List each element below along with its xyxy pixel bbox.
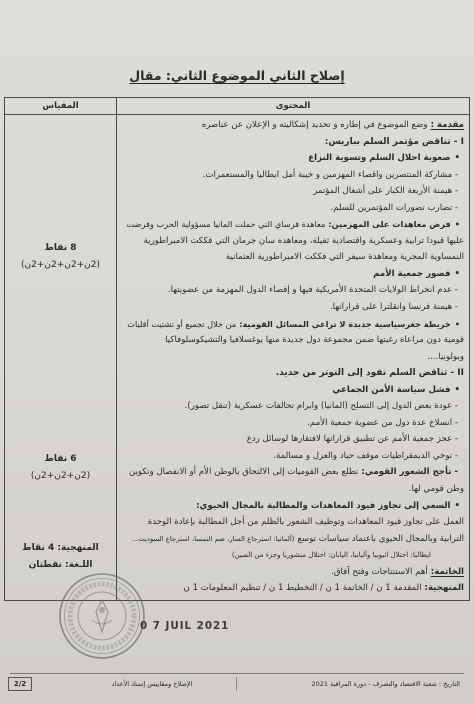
line-label: • صعوبة احلال السلم وتسوية النزاع: [308, 153, 460, 163]
continuation-line: [122, 531, 464, 548]
line-text: - عجز جمعية الأمم عن تطبيق قراراتها لافتقارها لوسائل ردع: [246, 434, 458, 445]
scale-column-header: المقياس: [42, 101, 79, 111]
note-line: [122, 547, 464, 564]
line-text: النمساوية المجرية ومعاهدة سيفر التي فككت الامبراطورية العثمانية: [225, 252, 464, 263]
content-column: [122, 117, 464, 597]
line-text: II - تناقض السلم تقود إلى التوتر من جديد.: [275, 368, 464, 379]
line-label: • فرض معاهدات على المهزمين:: [328, 219, 460, 229]
line-label: مقدمة :: [430, 120, 464, 130]
line-text: - هيمنة الأربعة الكبار على أشغال المؤتمر: [313, 186, 458, 197]
line-text: I - تناقض مؤتمر السلم بباريس:: [324, 136, 464, 147]
section-heading: [122, 134, 464, 151]
line-text: وضع الموضوع في إطاره و تحديد إشكاليته و الإعلان عن عناصره: [201, 120, 428, 130]
footer-document-title: الإصلاح ومقاييس إسناد الأعداد: [111, 680, 193, 688]
line-label: المنهجية:: [424, 583, 464, 594]
bullet-heading: [122, 382, 464, 399]
part1-points: 8 نقاط: [44, 243, 77, 253]
line-text: الترابية وبالمجال الحيوي باعتماد سياسات توسع: [297, 533, 464, 544]
footer-separator: [236, 677, 237, 691]
line-text: أهم الاستنتاجات وفتح آفاق.: [331, 566, 428, 577]
section-heading: [122, 365, 464, 382]
dash-item: [122, 464, 464, 481]
line-label: • قصور جمعية الأمم: [373, 269, 460, 279]
page-title-text: إصلاح الثاني الموضوع الثاني: مقال: [129, 68, 345, 83]
bullet-heading: [122, 498, 464, 515]
introduction-line: [122, 117, 464, 134]
line-text: المقدمة 1 ن / الخاتمة 1 ن / التخطيط 1 ن / تنظيم المعلومات 1 ن: [183, 583, 422, 594]
continuation-line: [122, 332, 464, 349]
bullet-heading: [122, 150, 464, 167]
dash-item: [122, 200, 464, 217]
footer-rule: [10, 673, 464, 674]
grading-table: [4, 97, 470, 601]
part2-breakdown: (2ن+2ن+2ن): [30, 471, 91, 481]
line-text: - انسلاخ عدة دول من عضوية جمعية الأمم.: [307, 417, 458, 428]
part1-breakdown: (2ن+2ن+2ن+2ن): [20, 260, 101, 270]
continuation-line: [122, 481, 464, 498]
line-text: - مشاركة المنتصرين واقصاء المهزمين و خيبة أمل ايطاليا والمستعمرات.: [202, 169, 458, 180]
continuation-line: [122, 233, 464, 250]
content-column-header: المحتوى: [275, 101, 311, 111]
line-label: • خريطة جغرسياسية جديدة لا تراعي المسائل القومية:: [239, 319, 460, 329]
line-note: (ألمانيا: استرجاع السار، ضم النمسا، استرجاع السوديت...: [131, 534, 295, 543]
line-note: ايطاليا: احتلال اثيوبيا وألبانيا، اليابان: احتلال منشوريا وجزء من الصين): [231, 551, 431, 560]
column-divider: [116, 98, 117, 600]
line-label: • السعي إلى تجاوز قيود المعاهدات والمطالبة بالمجال الحيوي:: [196, 501, 460, 511]
line-text: تطلع بعض القوميات إلى الالتحاق بالوطن الأم أو الانفصال وتكوين: [129, 467, 359, 478]
line-text: - تضارب تصورات المؤتمرين للسلم.: [330, 202, 458, 213]
part2-points: 6 نقاط: [44, 454, 77, 464]
line-label: • فشل سياسة الأمن الجماعي: [332, 385, 460, 395]
continuation-line: [122, 514, 464, 531]
footer-subject: التاريخ : شعبة الاقتصاد والتصرف - دورة المراقبة 2021: [311, 680, 460, 688]
line-label: الخاتمة:: [430, 566, 464, 577]
header-rule: [5, 114, 469, 115]
stamp-date: 0 7 JUIL 2021: [140, 620, 230, 632]
language-points: اللـغة: نقطتان: [28, 560, 93, 570]
continuation-line: [122, 249, 464, 266]
dash-item: [122, 448, 464, 465]
line-text: قومية دون مراعاة رغبتها ضمن مجموعة دول جديدة منها يوغسلافيا والتشيكوسلوفاكيا: [165, 335, 464, 346]
line-text: - عدم انخراط الولايات المتحدة الأمريكية فيها و إقصاء الدول المهزمة من عضويتها.: [167, 285, 458, 296]
dash-item: [122, 431, 464, 448]
line-text: من خلال تجميع أو تشتيت أقليات: [127, 318, 237, 329]
dash-item: [122, 167, 464, 184]
line-text: - توخي الديمقراطيات موقف حياد والعزل و مسالمة.: [273, 450, 458, 461]
dash-item: [122, 183, 464, 200]
bullet-heading: [122, 266, 464, 283]
continuation-line: [122, 349, 464, 366]
line-text: وطن قومي لها.: [408, 484, 464, 495]
conclusion-line: [122, 564, 464, 581]
line-text: - هيمنة فرنسا وانقلترا على قراراتها.: [329, 302, 458, 313]
line-text: وبولونيا....: [427, 351, 464, 362]
methodology-line: [122, 580, 464, 597]
bullet-heading: [122, 316, 464, 333]
line-text: معاهدة فرساي التي حملت المانيا مسؤولية الحرب وفرضت: [126, 219, 326, 230]
bullet-heading: [122, 216, 464, 233]
dash-item: [122, 415, 464, 432]
line-text: - عودة بعض الدول إلى التسلح (المانيا) وابرام تحالفات عسكرية (تنقل تصور).: [184, 401, 458, 412]
dash-item: [122, 299, 464, 316]
methodology-points: المنهجية: 4 نقاط: [22, 543, 99, 553]
dash-item: [122, 282, 464, 299]
page-title: [110, 66, 364, 86]
official-stamp: [56, 570, 148, 662]
line-label: - تأجج الشعور القومي:: [361, 467, 458, 478]
page-number: 2/2: [8, 677, 32, 691]
line-text: عليها قيودا ترابية وعسكرية واقتصادية ثقيلة، ومعاهدة سان جرمان التي فككت الامبراطورية: [143, 235, 464, 246]
dash-item: [122, 398, 464, 415]
line-text: العمل على تجاوز قيود المعاهدات وتوظيف الشعور بالظلم من أجل المطالبة بإعادة الوحدة: [147, 517, 464, 528]
